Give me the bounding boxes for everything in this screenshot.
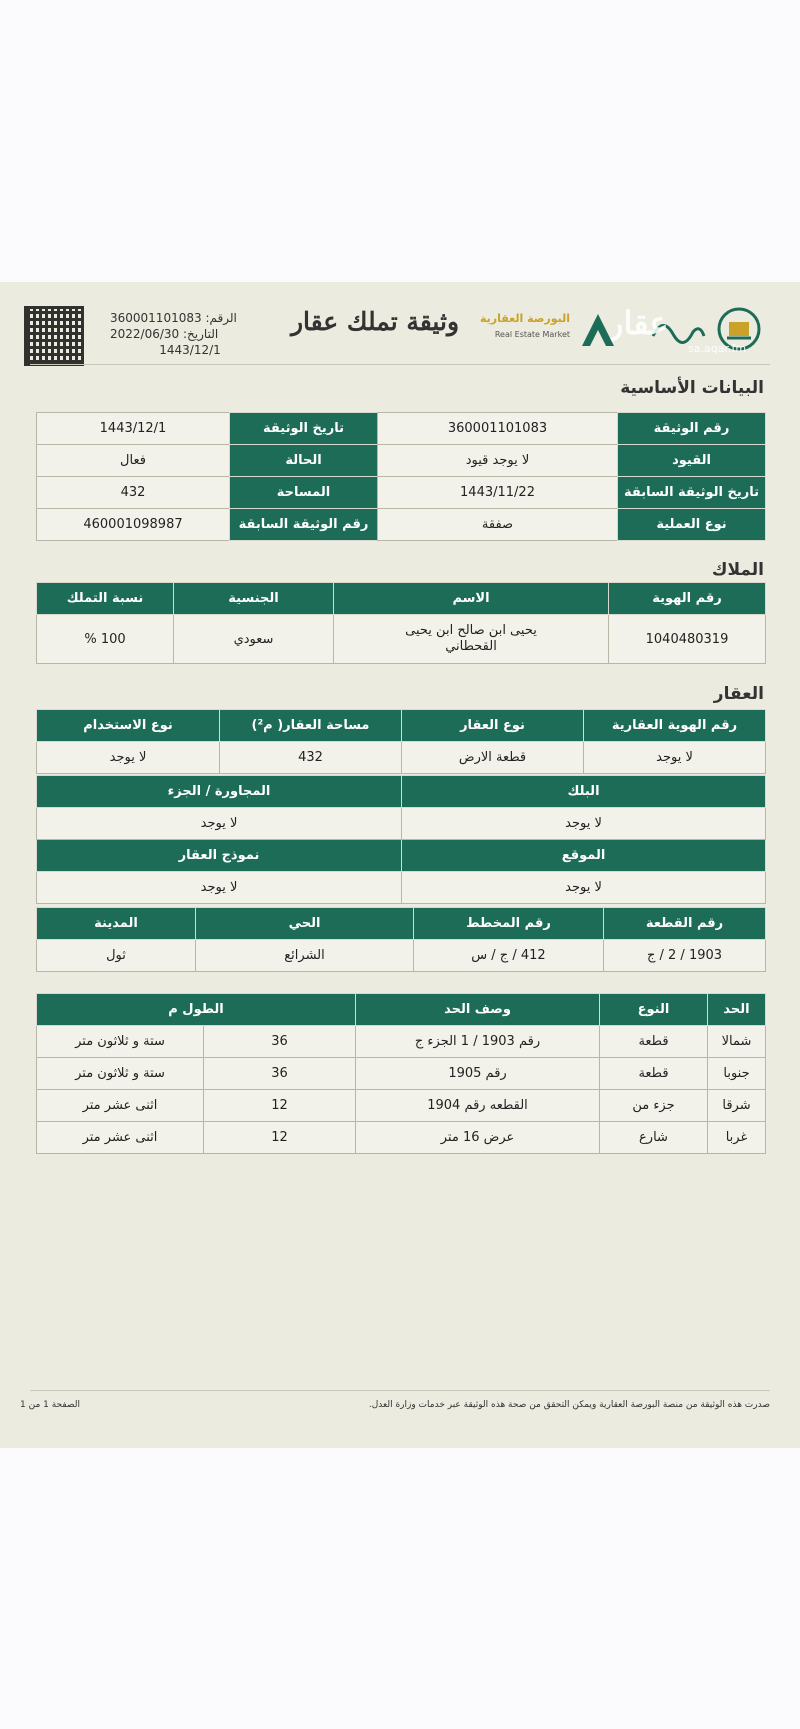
property-model-value: لا يوجد — [37, 872, 402, 904]
property-value: 432 — [220, 742, 402, 774]
basic-label: المساحة — [230, 477, 378, 509]
footer-divider — [30, 1390, 770, 1391]
basic-row — [37, 477, 766, 509]
neighborhood-part-header: المجاورة / الجزء — [37, 776, 402, 808]
basic-value: 432 — [37, 477, 230, 509]
owners-header: الاسم — [334, 583, 609, 615]
basic-table — [36, 412, 766, 541]
footer-note: صدرت هذه الوثيقة من منصة البورصة العقارية ويمكن التحقق من صحة هذه الوثيقة عبر خدمات وزارة العدل. — [368, 1400, 770, 1410]
district-header: الحي — [196, 908, 414, 940]
boundary-length: 12 — [204, 1122, 356, 1154]
basic-label: الحالة — [230, 445, 378, 477]
market-name-ar: البورصة العقارية — [479, 312, 570, 325]
boundary-length-words: اثنى عشر متر — [37, 1122, 204, 1154]
owner-name-line1: يحيى ابن صالح ابن يحيى — [405, 623, 537, 638]
boundary-type: جزء من — [600, 1090, 708, 1122]
owners-table — [36, 582, 766, 664]
basic-value: لا يوجد قيود — [378, 445, 618, 477]
document-meta — [110, 310, 270, 358]
plot-number-value: 1903 / 2 / ج — [604, 940, 766, 972]
basic-label: رقم الوثيقة السابقة — [230, 509, 378, 541]
basic-label: القيود — [618, 445, 766, 477]
district-value: الشرائع — [196, 940, 414, 972]
plot-number-header: رقم القطعة — [604, 908, 766, 940]
boundary-length: 36 — [204, 1058, 356, 1090]
plan-number-header: رقم المخطط — [414, 908, 604, 940]
basic-row — [37, 509, 766, 541]
boundary-direction-header: الحد — [708, 994, 766, 1026]
owners-header: رقم الهوية — [609, 583, 766, 615]
location-header: الموقع — [402, 840, 766, 872]
basic-value: 1443/11/22 — [378, 477, 618, 509]
qr-code — [24, 306, 84, 366]
owners-section-title: الملاك — [711, 560, 764, 580]
hijri-date: 1443/12/1 — [159, 343, 221, 357]
property-value: قطعة الارض — [402, 742, 584, 774]
basic-value: 460001098987 — [37, 509, 230, 541]
market-name-en: Real Estate Market — [494, 330, 570, 339]
market-logo — [578, 306, 620, 352]
owners-header: نسبة التملك — [37, 583, 174, 615]
basic-value: صفقة — [378, 509, 618, 541]
watermark-url: sa.aqar.fm — [688, 342, 747, 355]
boundary-desc-header: وصف الحد — [356, 994, 600, 1026]
boundary-length: 12 — [204, 1090, 356, 1122]
block-value: لا يوجد — [402, 808, 766, 840]
property-table-1 — [36, 709, 766, 774]
basic-row — [37, 413, 766, 445]
boundary-row — [37, 1090, 766, 1122]
property-table-3 — [36, 907, 766, 972]
boundary-length: 36 — [204, 1026, 356, 1058]
owner-name — [334, 615, 609, 664]
property-header: نوع الاستخدام — [37, 710, 220, 742]
boundary-direction: جنوبا — [708, 1058, 766, 1090]
boundary-length-words: ستة و ثلاثون متر — [37, 1026, 204, 1058]
boundary-length-words: اثنى عشر متر — [37, 1090, 204, 1122]
boundary-length-words: ستة و ثلاثون متر — [37, 1058, 204, 1090]
boundary-row — [37, 1026, 766, 1058]
owners-header: الجنسية — [174, 583, 334, 615]
basic-value: فعال — [37, 445, 230, 477]
boundary-direction: شرقا — [708, 1090, 766, 1122]
block-header: البلك — [402, 776, 766, 808]
city-value: ثول — [37, 940, 196, 972]
gregorian-date: 2022/06/30 — [110, 327, 180, 341]
property-value: لا يوجد — [37, 742, 220, 774]
boundary-row — [37, 1122, 766, 1154]
owner-nationality: سعودي — [174, 615, 334, 664]
boundary-description: رقم 1905 — [356, 1058, 600, 1090]
boundary-direction: غربا — [708, 1122, 766, 1154]
basic-value: 1443/12/1 — [37, 413, 230, 445]
location-value: لا يوجد — [402, 872, 766, 904]
boundary-row — [37, 1058, 766, 1090]
watermark: عقار — [608, 304, 669, 342]
basic-row — [37, 445, 766, 477]
page-number: الصفحة 1 من 1 — [20, 1400, 80, 1410]
property-table-2 — [36, 775, 766, 904]
building-blocks-icon — [578, 306, 620, 352]
property-header: نوع العقار — [402, 710, 584, 742]
boundary-length-header: الطول م — [37, 994, 356, 1026]
boundary-description: عرض 16 متر — [356, 1122, 600, 1154]
owner-id: 1040480319 — [609, 615, 766, 664]
boundary-type: قطعة — [600, 1058, 708, 1090]
property-model-header: نموذج العقار — [37, 840, 402, 872]
plan-number-value: 412 / ج / س — [414, 940, 604, 972]
property-header: رقم الهوية العقارية — [584, 710, 766, 742]
neighborhood-part-value: لا يوجد — [37, 808, 402, 840]
boundary-description: القطعه رقم 1904 — [356, 1090, 600, 1122]
date-label: التاريخ: — [183, 327, 219, 341]
owner-share: 100 % — [37, 615, 174, 664]
property-section-title: العقار — [713, 684, 764, 704]
header-divider — [30, 364, 770, 365]
document-page — [0, 282, 800, 1448]
number-label: الرقم: — [205, 311, 237, 325]
city-header: المدينة — [37, 908, 196, 940]
basic-label: تاريخ الوثيقة — [230, 413, 378, 445]
boundary-direction: شمالا — [708, 1026, 766, 1058]
basic-section-title: البيانات الأساسية — [620, 378, 764, 398]
owner-name-line2: القحطاني — [445, 639, 497, 654]
basic-label: رقم الوثيقة — [618, 413, 766, 445]
basic-value: 360001101083 — [378, 413, 618, 445]
document-title: وثيقة تملك عقار — [290, 307, 460, 336]
boundary-description: رقم 1903 / 1 الجزء ج — [356, 1026, 600, 1058]
boundaries-table — [36, 993, 766, 1154]
basic-label: نوع العملية — [618, 509, 766, 541]
boundary-type: قطعة — [600, 1026, 708, 1058]
property-value: لا يوجد — [584, 742, 766, 774]
property-header: مساحة العقار( م²) — [220, 710, 402, 742]
basic-label: تاريخ الوثيقة السابقة — [618, 477, 766, 509]
boundary-type: شارع — [600, 1122, 708, 1154]
boundary-type-header: النوع — [600, 994, 708, 1026]
document-number: 360001101083 — [110, 311, 202, 325]
